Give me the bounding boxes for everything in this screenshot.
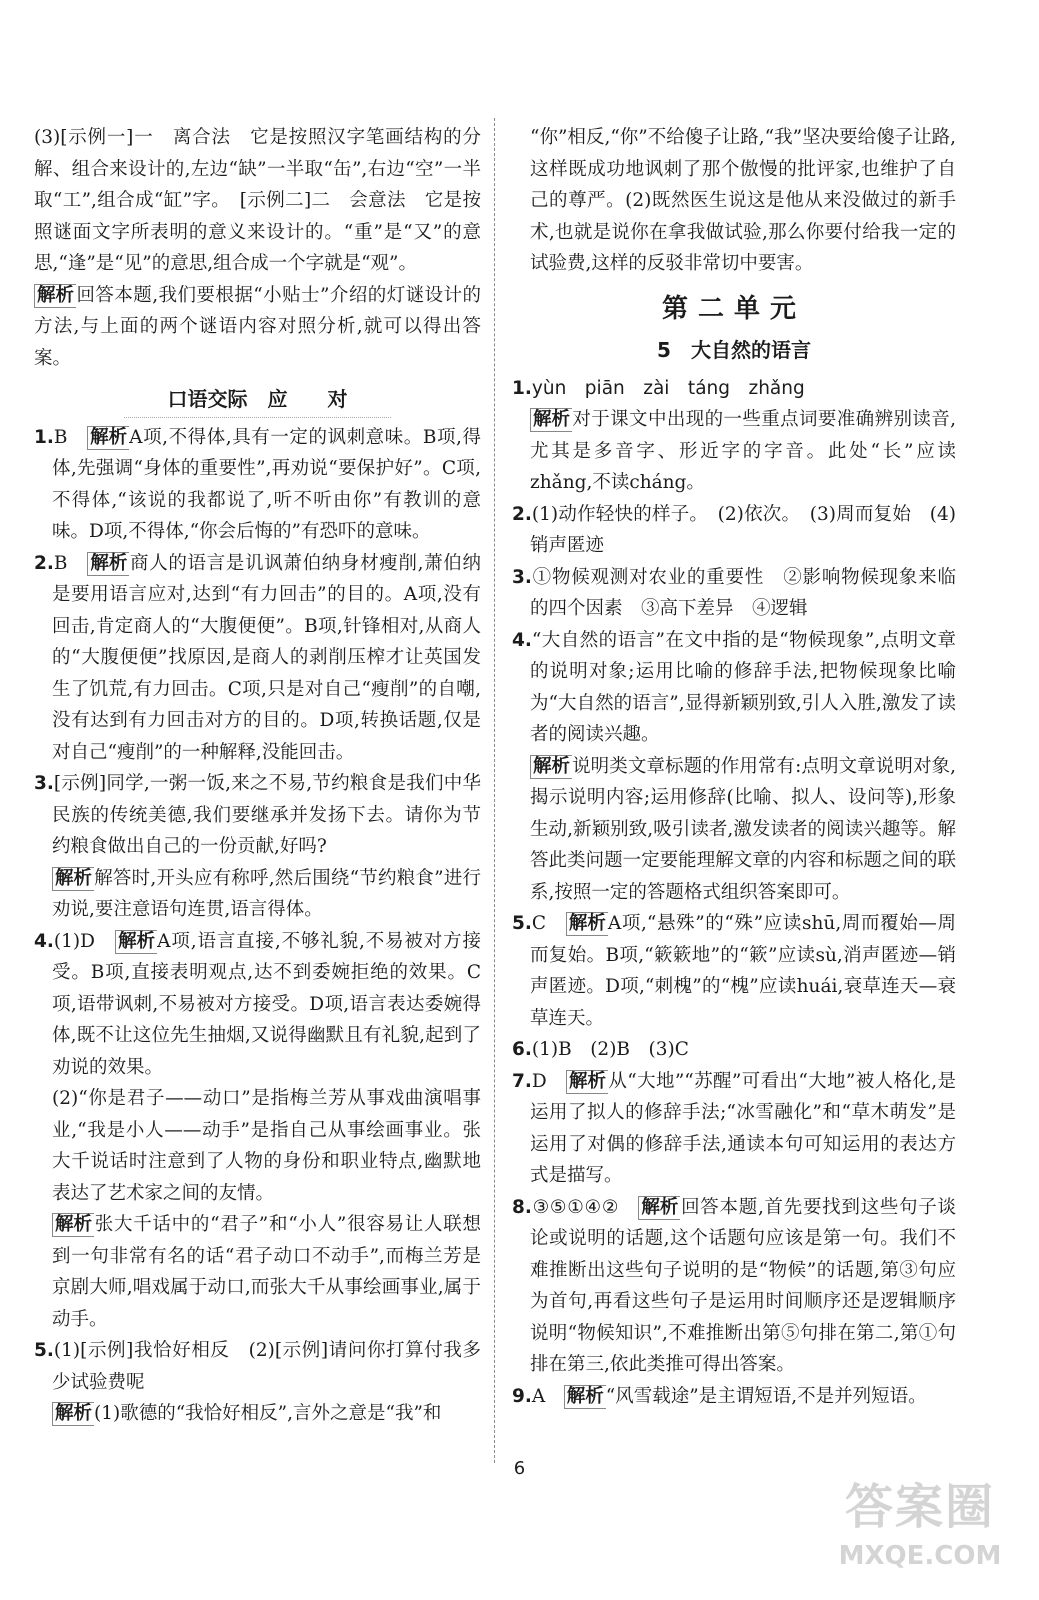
analysis-tag: 解析 xyxy=(530,408,572,432)
unit-title: 第二单元 xyxy=(661,293,806,324)
analysis-text: A项,“悬殊”的“殊”应读shū,周而覆始—周而复始。B项,“簌簌地”的“簌”应读sù,消声匿迹—销声匿迹。D项,“刺槐”的“槐”应读huái,衰草连天—衰草连天。 xyxy=(530,913,956,1029)
analysis-tag: 解析 xyxy=(566,1070,608,1094)
analysis-tag: 解析 xyxy=(87,426,129,450)
question-5 xyxy=(512,908,956,1034)
intro-paragraph: (3)[示例一]一 离合法 它是按照汉字笔画结构的分解、组合来设计的,左边“缺”一半取“缶”,右边“空”一半取“工”,组合成“缸”字。 [示例二]二 会意法 它是按照谜面文字所表明的意义来设计的。“重”是“又”的意思,“逢”是“见”的意思,组合成一个字就是“观”。 xyxy=(34,127,481,274)
analysis-text: 对于课文中出现的一些重点词要准确辨别读音,尤其是多音字、形近字的字音。此处“长”应读zhǎng,不读cháng。 xyxy=(530,409,956,493)
question-1 xyxy=(512,373,956,405)
analysis-tag: 解析 xyxy=(52,1213,94,1237)
right-column xyxy=(512,122,956,1412)
continued-paragraph: “你”相反,“你”不给傻子让路,“我”坚决要给傻子让路,这样既成功地讽刺了那个傲慢的批评家,也维护了自己的尊严。(2)既然医生说这是他从来没做过的新手术,也就是说你在拿我做试验,那么你要付给我一定的试验费,这样的反驳非常切中要害。 xyxy=(530,127,956,274)
answer: yùn piān zài táng zhǎng xyxy=(531,377,805,399)
question-number: 8. xyxy=(512,1196,532,1218)
question-number: 6. xyxy=(512,1039,532,1060)
answer: B xyxy=(53,552,88,574)
watermark-url: MXQE.COM xyxy=(838,1541,1002,1571)
question-5-analysis xyxy=(34,1398,481,1430)
answer: (1)D xyxy=(53,930,116,952)
question-6 xyxy=(512,1034,956,1066)
analysis-text: 回答本题,首先要找到这些句子谈论或说明的话题,这个话题句应该是第一句。我们不难推断出这些句子说明的是“物候”的话题,第③句应为首句,再看这些句子是运用时间顺序还是逻辑顺序说明“物候知识”,不难推断出第⑤句排在第二,第①句排在第三,依此类推可得出答案。 xyxy=(530,1196,956,1375)
answer: ①物候观测对农业的重要性 ②影响物候现象来临的四个因素 ③高下差异 ④逻辑 xyxy=(530,566,956,619)
left-column xyxy=(34,122,481,1430)
question-number: 3. xyxy=(512,566,532,588)
analysis-text: 说明类文章标题的作用常有:点明文章说明对象,揭示说明内容;运用修辞(比喻、拟人、设问等),形象生动,新颖别致,吸引读者,激发读者的阅读兴趣等。解答此类问题一定要能理解文章的内容和标题之间的联系,按照一定的答题格式组织答案即可。 xyxy=(530,755,956,903)
analysis-text: 解答时,开头应有称呼,然后围绕“节约粮食”进行劝说,要注意语句连贯,语言得体。 xyxy=(52,867,481,920)
question-3 xyxy=(512,562,956,625)
section-title: 口语交际 应 对 xyxy=(34,384,481,416)
answer: ③⑤①④② xyxy=(531,1196,639,1218)
analysis-text: A项,不得体,具有一定的讽刺意味。B项,得体,先强调“身体的重要性”,再劝说“要保护好”。C项,不得体,“该说的我都说了,听不听由你”有教训的意味。D项,不得体,“你会后悔的”有恐吓的意味。 xyxy=(52,426,481,542)
analysis-text: A项,语言直接,不够礼貌,不易被对方接受。B项,直接表明观点,达不到委婉拒绝的效果。C项,语带讽刺,不易被对方接受。D项,语言表达委婉得体,既不让这位先生抽烟,又说得幽默且有礼貌,起到了劝说的效果。 xyxy=(52,930,481,1078)
analysis-tag: 解析 xyxy=(52,1402,94,1426)
question-number: 9. xyxy=(512,1385,532,1407)
question-4-analysis xyxy=(512,751,956,909)
analysis-text: 商人的语言是讥讽萧伯纳身材瘦削,萧伯纳是要用语言应对,达到“有力回击”的目的。A项,没有回击,肯定商人的“大腹便便”。B项,针锋相对,从商人的“大腹便便”找原因,是商人的剥削压榨才让英国发生了饥荒,有力回击。C项,只是对自己“瘦削”的自嘲,没有达到有力回击对方的目的。D项,转换话题,仅是对自己“瘦削”的一种解释,没能回击。 xyxy=(52,552,481,763)
analysis-tag: 解析 xyxy=(638,1196,680,1220)
answer: (1)动作轻快的样子。 (2)依次。 (3)周而复始 (4)销声匿迹 xyxy=(530,503,956,556)
analysis-tag: 解析 xyxy=(87,552,129,576)
question-number: 2. xyxy=(512,503,532,525)
lesson-title: 5 大自然的语言 xyxy=(657,338,811,362)
question-4 xyxy=(512,625,956,751)
question-7 xyxy=(512,1066,956,1192)
question-4-part-2: (2)“你是君子——动口”是指梅兰芳从事戏曲演唱事业,“我是小人——动手”是指自己从事绘画事业。张大千说话时注意到了人物的身份和职业特点,幽默地表达了艺术家之间的友情。 xyxy=(52,1088,481,1204)
question-number: 4. xyxy=(34,930,54,952)
analysis-tag: 解析 xyxy=(115,930,157,954)
question-number: 5. xyxy=(512,913,532,934)
answer: [示例]同学,一粥一饭,来之不易,节约粮食是我们中华民族的传统美德,我们要继承并发扬下去。请你为节约粮食做出自己的一份贡献,好吗? xyxy=(52,773,481,857)
answer: B xyxy=(53,426,88,448)
analysis-tag: 解析 xyxy=(34,284,76,308)
analysis-tag: 解析 xyxy=(530,755,572,779)
analysis-tag: 解析 xyxy=(564,1385,606,1409)
column-divider xyxy=(494,118,495,1463)
analysis-text: 从“大地”“苏醒”可看出“大地”被人格化,是运用了拟人的修辞手法;“冰雪融化”和“草木萌发”是运用了对偶的修辞手法,通读本句可知运用的表达方式是描写。 xyxy=(530,1070,956,1186)
question-5 xyxy=(34,1335,481,1398)
answer: A xyxy=(531,1385,564,1407)
question-3-analysis xyxy=(34,863,481,926)
watermark-logo xyxy=(820,1475,1020,1590)
watermark-logo-text: 答案圈 xyxy=(844,1479,995,1535)
answer: (1)[示例]我恰好相反 (2)[示例]请问你打算付我多少试验费呢 xyxy=(52,1340,481,1393)
answer: C xyxy=(531,913,566,934)
analysis-text: 回答本题,我们要根据“小贴士”介绍的灯谜设计的方法,与上面的两个谜语内容对照分析,就可以得出答案。 xyxy=(34,284,481,369)
analysis-text: 张大千话中的“君子”和“小人”很容易让人联想到一句非常有名的话“君子动口不动手”,而梅兰芳是京剧大师,唱戏属于动口,而张大千从事绘画事业,属于动手。 xyxy=(52,1214,481,1330)
question-2 xyxy=(512,499,956,562)
question-1 xyxy=(34,422,481,548)
question-4-analysis-2 xyxy=(34,1209,481,1335)
page-number: 6 xyxy=(513,1458,526,1479)
question-8 xyxy=(512,1192,956,1381)
analysis-tag: 解析 xyxy=(52,867,94,891)
answer: “大自然的语言”在文中指的是“物候现象”,点明文章的说明对象;运用比喻的修辞手法,把物候现象比喻为“大自然的语言”,显得新颖别致,引人入胜,激发了读者的阅读兴趣。 xyxy=(530,629,956,745)
question-number: 2. xyxy=(34,552,54,574)
answer: D xyxy=(531,1070,566,1092)
question-1-analysis xyxy=(512,404,956,499)
question-number: 7. xyxy=(512,1070,532,1092)
intro-analysis xyxy=(34,280,481,375)
analysis-text: (1)歌德的“我恰好相反”,言外之意是“我”和 xyxy=(94,1403,442,1424)
question-4 xyxy=(34,926,481,1084)
analysis-tag: 解析 xyxy=(566,912,608,936)
question-number: 1. xyxy=(512,377,532,399)
question-number: 3. xyxy=(34,773,54,794)
answer: (1)B (2)B (3)C xyxy=(531,1039,689,1060)
question-3 xyxy=(34,768,481,863)
question-number: 1. xyxy=(34,426,54,448)
question-number: 5. xyxy=(34,1340,54,1361)
question-number: 4. xyxy=(512,629,532,651)
analysis-text: “风雪载途”是主谓短语,不是并列短语。 xyxy=(605,1385,927,1407)
question-9 xyxy=(512,1381,956,1413)
question-2 xyxy=(34,548,481,769)
